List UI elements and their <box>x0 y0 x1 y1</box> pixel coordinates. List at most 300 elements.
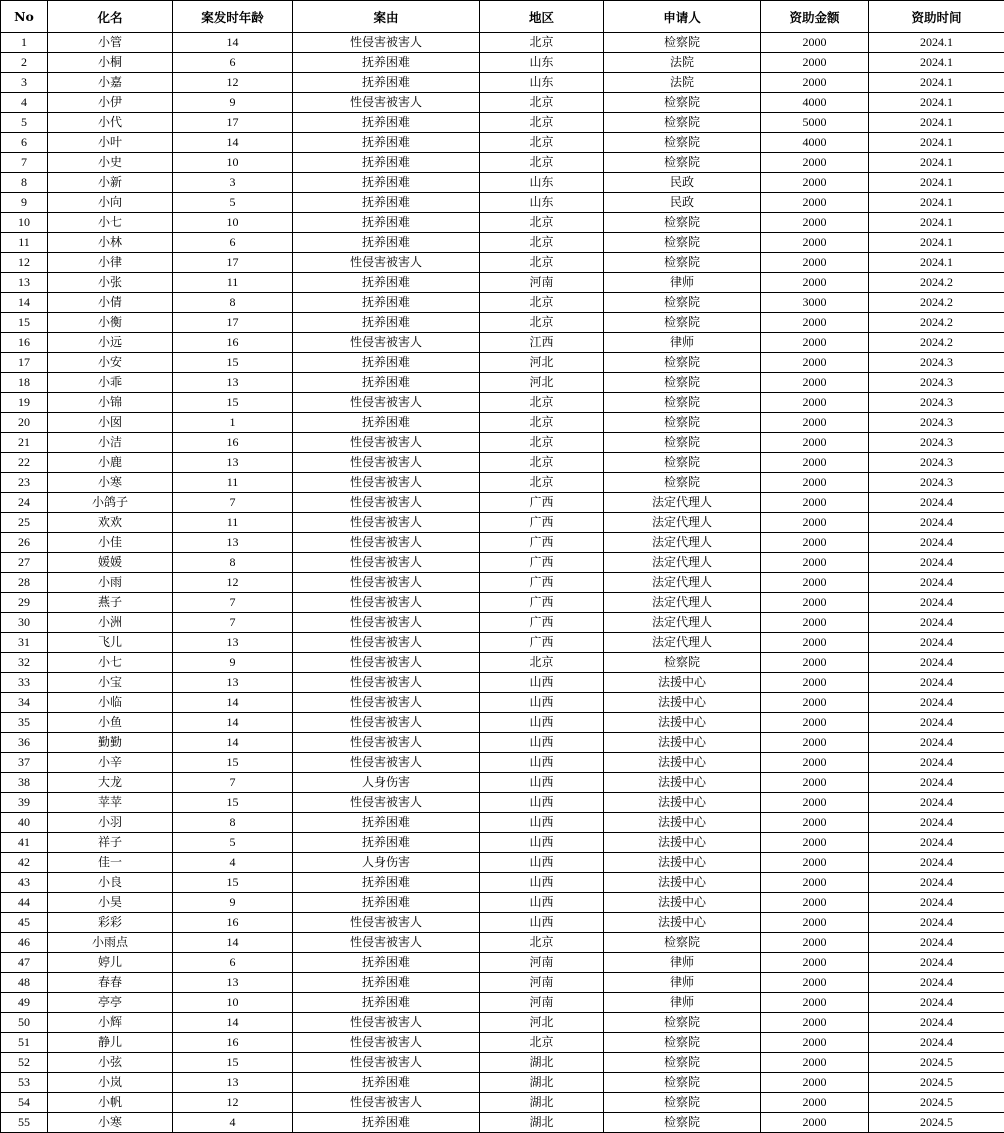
cell-applicant: 检察院 <box>604 413 761 433</box>
cell-applicant: 法定代理人 <box>604 493 761 513</box>
cell-case-reason: 性侵害被害人 <box>293 333 480 353</box>
cell-alias: 小寒 <box>48 473 173 493</box>
cell-age: 7 <box>173 593 293 613</box>
table-row <box>1 833 1004 853</box>
cell-applicant: 检察院 <box>604 933 761 953</box>
cell-no: 35 <box>1 713 48 733</box>
cell-alias: 小雨 <box>48 573 173 593</box>
cell-applicant: 法定代理人 <box>604 573 761 593</box>
cell-region: 河北 <box>480 373 604 393</box>
cell-case-reason: 性侵害被害人 <box>293 1013 480 1033</box>
table-row <box>1 273 1004 293</box>
cell-case-reason: 性侵害被害人 <box>293 693 480 713</box>
cell-no: 30 <box>1 613 48 633</box>
cell-alias: 小律 <box>48 253 173 273</box>
cell-amount: 2000 <box>761 393 869 413</box>
table-row <box>1 393 1004 413</box>
cell-age: 14 <box>173 933 293 953</box>
cell-date: 2024.4 <box>869 793 1004 813</box>
cell-date: 2024.4 <box>869 873 1004 893</box>
cell-amount: 2000 <box>761 1013 869 1033</box>
cell-date: 2024.4 <box>869 853 1004 873</box>
cell-amount: 2000 <box>761 633 869 653</box>
cell-age: 14 <box>173 33 293 53</box>
table-row <box>1 73 1004 93</box>
cell-amount: 2000 <box>761 473 869 493</box>
cell-case-reason: 抚养困难 <box>293 153 480 173</box>
cell-region: 山西 <box>480 693 604 713</box>
cell-alias: 小良 <box>48 873 173 893</box>
table-row <box>1 1053 1004 1073</box>
cell-alias: 小七 <box>48 213 173 233</box>
cell-no: 25 <box>1 513 48 533</box>
cell-no: 20 <box>1 413 48 433</box>
cell-age: 9 <box>173 893 293 913</box>
cell-no: 36 <box>1 733 48 753</box>
cell-age: 16 <box>173 913 293 933</box>
cell-age: 14 <box>173 693 293 713</box>
cell-date: 2024.4 <box>869 613 1004 633</box>
cell-applicant: 检察院 <box>604 93 761 113</box>
cell-age: 6 <box>173 233 293 253</box>
cell-date: 2024.4 <box>869 813 1004 833</box>
cell-age: 3 <box>173 173 293 193</box>
cell-region: 山西 <box>480 873 604 893</box>
table-row <box>1 453 1004 473</box>
cell-applicant: 检察院 <box>604 153 761 173</box>
cell-applicant: 法援中心 <box>604 733 761 753</box>
table-row <box>1 713 1004 733</box>
cell-age: 17 <box>173 313 293 333</box>
cell-alias: 小七 <box>48 653 173 673</box>
cell-case-reason: 抚养困难 <box>293 173 480 193</box>
header-date: 资助时间 <box>869 1 1004 33</box>
cell-date: 2024.4 <box>869 653 1004 673</box>
cell-applicant: 检察院 <box>604 1113 761 1133</box>
cell-age: 7 <box>173 773 293 793</box>
cell-case-reason: 抚养困难 <box>293 893 480 913</box>
header-applicant: 申请人 <box>604 1 761 33</box>
cell-applicant: 法援中心 <box>604 913 761 933</box>
cell-amount: 2000 <box>761 1033 869 1053</box>
table-row <box>1 613 1004 633</box>
cell-date: 2024.4 <box>869 493 1004 513</box>
cell-alias: 小临 <box>48 693 173 713</box>
cell-region: 山西 <box>480 773 604 793</box>
cell-no: 15 <box>1 313 48 333</box>
cell-date: 2024.3 <box>869 453 1004 473</box>
cell-alias: 静儿 <box>48 1033 173 1053</box>
cell-no: 8 <box>1 173 48 193</box>
cell-age: 15 <box>173 793 293 813</box>
cell-applicant: 检察院 <box>604 1013 761 1033</box>
cell-no: 23 <box>1 473 48 493</box>
cell-alias: 祥子 <box>48 833 173 853</box>
cell-case-reason: 抚养困难 <box>293 73 480 93</box>
cell-date: 2024.2 <box>869 333 1004 353</box>
cell-case-reason: 性侵害被害人 <box>293 1093 480 1113</box>
cell-applicant: 律师 <box>604 333 761 353</box>
cell-no: 24 <box>1 493 48 513</box>
cell-alias: 小林 <box>48 233 173 253</box>
cell-no: 16 <box>1 333 48 353</box>
cell-case-reason: 性侵害被害人 <box>293 1053 480 1073</box>
cell-no: 21 <box>1 433 48 453</box>
cell-case-reason: 抚养困难 <box>293 813 480 833</box>
cell-case-reason: 性侵害被害人 <box>293 33 480 53</box>
cell-date: 2024.1 <box>869 153 1004 173</box>
cell-amount: 2000 <box>761 893 869 913</box>
cell-amount: 2000 <box>761 413 869 433</box>
cell-case-reason: 性侵害被害人 <box>293 1033 480 1053</box>
cell-age: 15 <box>173 353 293 373</box>
cell-applicant: 检察院 <box>604 33 761 53</box>
cell-applicant: 法援中心 <box>604 693 761 713</box>
cell-no: 47 <box>1 953 48 973</box>
cell-region: 河南 <box>480 273 604 293</box>
cell-case-reason: 抚养困难 <box>293 1113 480 1133</box>
cell-region: 河南 <box>480 953 604 973</box>
table-body <box>1 33 1004 1133</box>
cell-age: 12 <box>173 573 293 593</box>
cell-case-reason: 抚养困难 <box>293 873 480 893</box>
table-row <box>1 33 1004 53</box>
cell-no: 44 <box>1 893 48 913</box>
table-row <box>1 533 1004 553</box>
cell-region: 北京 <box>480 313 604 333</box>
cell-region: 北京 <box>480 113 604 133</box>
cell-case-reason: 人身伤害 <box>293 853 480 873</box>
cell-no: 17 <box>1 353 48 373</box>
cell-age: 8 <box>173 553 293 573</box>
cell-case-reason: 性侵害被害人 <box>293 793 480 813</box>
cell-alias: 小衡 <box>48 313 173 333</box>
cell-case-reason: 抚养困难 <box>293 413 480 433</box>
cell-applicant: 检察院 <box>604 1033 761 1053</box>
cell-age: 5 <box>173 833 293 853</box>
cell-region: 江西 <box>480 333 604 353</box>
cell-alias: 小雨点 <box>48 933 173 953</box>
cell-no: 7 <box>1 153 48 173</box>
cell-amount: 2000 <box>761 73 869 93</box>
table-row <box>1 733 1004 753</box>
cell-age: 11 <box>173 273 293 293</box>
cell-no: 10 <box>1 213 48 233</box>
cell-amount: 2000 <box>761 653 869 673</box>
header-amount: 资助金额 <box>761 1 869 33</box>
cell-age: 8 <box>173 293 293 313</box>
cell-amount: 3000 <box>761 293 869 313</box>
cell-date: 2024.4 <box>869 733 1004 753</box>
cell-region: 北京 <box>480 413 604 433</box>
cell-case-reason: 性侵害被害人 <box>293 93 480 113</box>
cell-date: 2024.4 <box>869 913 1004 933</box>
cell-no: 9 <box>1 193 48 213</box>
cell-age: 13 <box>173 373 293 393</box>
cell-age: 13 <box>173 453 293 473</box>
cell-date: 2024.4 <box>869 693 1004 713</box>
cell-amount: 2000 <box>761 673 869 693</box>
cell-date: 2024.5 <box>869 1113 1004 1133</box>
table-row <box>1 133 1004 153</box>
cell-applicant: 法院 <box>604 73 761 93</box>
cell-region: 北京 <box>480 253 604 273</box>
cell-age: 10 <box>173 153 293 173</box>
table-row <box>1 853 1004 873</box>
cell-age: 16 <box>173 433 293 453</box>
cell-region: 河南 <box>480 973 604 993</box>
cell-no: 22 <box>1 453 48 473</box>
cell-alias: 小宝 <box>48 673 173 693</box>
table-row <box>1 353 1004 373</box>
cell-date: 2024.5 <box>869 1053 1004 1073</box>
cell-case-reason: 抚养困难 <box>293 1073 480 1093</box>
cell-alias: 大龙 <box>48 773 173 793</box>
cell-case-reason: 性侵害被害人 <box>293 553 480 573</box>
table-row <box>1 313 1004 333</box>
cell-applicant: 检察院 <box>604 113 761 133</box>
cell-no: 37 <box>1 753 48 773</box>
cell-applicant: 检察院 <box>604 293 761 313</box>
cell-case-reason: 性侵害被害人 <box>293 593 480 613</box>
cell-no: 40 <box>1 813 48 833</box>
cell-date: 2024.1 <box>869 33 1004 53</box>
cell-applicant: 律师 <box>604 993 761 1013</box>
cell-age: 17 <box>173 113 293 133</box>
cell-case-reason: 性侵害被害人 <box>293 673 480 693</box>
cell-date: 2024.1 <box>869 233 1004 253</box>
cell-no: 52 <box>1 1053 48 1073</box>
cell-applicant: 检察院 <box>604 133 761 153</box>
cell-alias: 小鸽子 <box>48 493 173 513</box>
cell-region: 广西 <box>480 573 604 593</box>
cell-region: 湖北 <box>480 1073 604 1093</box>
cell-age: 15 <box>173 873 293 893</box>
cell-applicant: 检察院 <box>604 433 761 453</box>
cell-age: 14 <box>173 1013 293 1033</box>
cell-date: 2024.4 <box>869 633 1004 653</box>
cell-case-reason: 抚养困难 <box>293 953 480 973</box>
cell-case-reason: 抚养困难 <box>293 233 480 253</box>
cell-amount: 5000 <box>761 113 869 133</box>
cell-no: 34 <box>1 693 48 713</box>
header-case-reason: 案由 <box>293 1 480 33</box>
cell-alias: 小张 <box>48 273 173 293</box>
cell-age: 4 <box>173 1113 293 1133</box>
cell-case-reason: 性侵害被害人 <box>293 433 480 453</box>
cell-alias: 飞儿 <box>48 633 173 653</box>
cell-applicant: 检察院 <box>604 1093 761 1113</box>
cell-no: 38 <box>1 773 48 793</box>
cell-no: 33 <box>1 673 48 693</box>
table-row <box>1 633 1004 653</box>
cell-no: 32 <box>1 653 48 673</box>
table-row <box>1 493 1004 513</box>
cell-alias: 媛媛 <box>48 553 173 573</box>
cell-alias: 小羽 <box>48 813 173 833</box>
table-row <box>1 1093 1004 1113</box>
cell-age: 10 <box>173 993 293 1013</box>
cell-alias: 勤勤 <box>48 733 173 753</box>
cell-no: 51 <box>1 1033 48 1053</box>
cell-date: 2024.2 <box>869 273 1004 293</box>
table-row <box>1 293 1004 313</box>
cell-region: 山西 <box>480 713 604 733</box>
cell-region: 湖北 <box>480 1113 604 1133</box>
cell-date: 2024.3 <box>869 413 1004 433</box>
cell-region: 山东 <box>480 193 604 213</box>
table-row <box>1 653 1004 673</box>
cell-applicant: 法定代理人 <box>604 613 761 633</box>
cell-applicant: 法院 <box>604 53 761 73</box>
cell-date: 2024.3 <box>869 473 1004 493</box>
cell-region: 山西 <box>480 813 604 833</box>
cell-age: 5 <box>173 193 293 213</box>
cell-no: 5 <box>1 113 48 133</box>
cell-region: 山东 <box>480 173 604 193</box>
cell-applicant: 法援中心 <box>604 793 761 813</box>
header-region: 地区 <box>480 1 604 33</box>
cell-applicant: 法定代理人 <box>604 513 761 533</box>
cell-no: 31 <box>1 633 48 653</box>
cell-date: 2024.4 <box>869 513 1004 533</box>
cell-amount: 2000 <box>761 773 869 793</box>
cell-amount: 2000 <box>761 453 869 473</box>
cell-case-reason: 抚养困难 <box>293 273 480 293</box>
cell-date: 2024.1 <box>869 53 1004 73</box>
cell-alias: 燕子 <box>48 593 173 613</box>
cell-amount: 2000 <box>761 373 869 393</box>
cell-amount: 2000 <box>761 753 869 773</box>
cell-no: 43 <box>1 873 48 893</box>
cell-alias: 小管 <box>48 33 173 53</box>
cell-region: 山西 <box>480 673 604 693</box>
cell-age: 6 <box>173 953 293 973</box>
cell-case-reason: 性侵害被害人 <box>293 733 480 753</box>
table-row <box>1 53 1004 73</box>
cell-applicant: 法定代理人 <box>604 533 761 553</box>
cell-no: 26 <box>1 533 48 553</box>
header-age: 案发时年龄 <box>173 1 293 33</box>
cell-no: 41 <box>1 833 48 853</box>
table-row <box>1 93 1004 113</box>
cell-amount: 2000 <box>761 493 869 513</box>
cell-date: 2024.4 <box>869 713 1004 733</box>
cell-amount: 2000 <box>761 993 869 1013</box>
cell-no: 1 <box>1 33 48 53</box>
cell-region: 山西 <box>480 853 604 873</box>
cell-alias: 苹苹 <box>48 793 173 813</box>
cell-age: 16 <box>173 333 293 353</box>
cell-alias: 小鱼 <box>48 713 173 733</box>
cell-no: 29 <box>1 593 48 613</box>
cell-alias: 小岚 <box>48 1073 173 1093</box>
cell-age: 13 <box>173 673 293 693</box>
cell-alias: 小辉 <box>48 1013 173 1033</box>
cell-applicant: 民政 <box>604 173 761 193</box>
cell-amount: 2000 <box>761 813 869 833</box>
cell-region: 北京 <box>480 1033 604 1053</box>
cell-alias: 小囡 <box>48 413 173 433</box>
table-row <box>1 953 1004 973</box>
cell-alias: 亭亭 <box>48 993 173 1013</box>
cell-case-reason: 性侵害被害人 <box>293 253 480 273</box>
table-row <box>1 773 1004 793</box>
cell-no: 14 <box>1 293 48 313</box>
cell-amount: 2000 <box>761 953 869 973</box>
cell-case-reason: 抚养困难 <box>293 53 480 73</box>
cell-region: 广西 <box>480 493 604 513</box>
cell-case-reason: 抚养困难 <box>293 313 480 333</box>
cell-date: 2024.4 <box>869 833 1004 853</box>
cell-applicant: 检察院 <box>604 453 761 473</box>
cell-case-reason: 性侵害被害人 <box>293 573 480 593</box>
cell-region: 广西 <box>480 633 604 653</box>
cell-alias: 小嘉 <box>48 73 173 93</box>
cell-region: 河南 <box>480 993 604 1013</box>
cell-no: 13 <box>1 273 48 293</box>
cell-no: 42 <box>1 853 48 873</box>
table-row <box>1 973 1004 993</box>
header-row <box>1 1 1004 33</box>
cell-no: 19 <box>1 393 48 413</box>
cell-amount: 2000 <box>761 53 869 73</box>
cell-age: 7 <box>173 613 293 633</box>
table-row <box>1 893 1004 913</box>
cell-case-reason: 性侵害被害人 <box>293 513 480 533</box>
cell-date: 2024.2 <box>869 313 1004 333</box>
cell-alias: 小弦 <box>48 1053 173 1073</box>
cell-region: 山西 <box>480 733 604 753</box>
cell-date: 2024.5 <box>869 1093 1004 1113</box>
cell-age: 12 <box>173 1093 293 1113</box>
cell-case-reason: 抚养困难 <box>293 193 480 213</box>
cell-case-reason: 性侵害被害人 <box>293 453 480 473</box>
cell-age: 14 <box>173 713 293 733</box>
table-row <box>1 673 1004 693</box>
cell-age: 14 <box>173 733 293 753</box>
cell-applicant: 检察院 <box>604 473 761 493</box>
table-row <box>1 413 1004 433</box>
cell-date: 2024.4 <box>869 993 1004 1013</box>
header-alias: 化名 <box>48 1 173 33</box>
table-row <box>1 253 1004 273</box>
cell-applicant: 检察院 <box>604 393 761 413</box>
table-row <box>1 173 1004 193</box>
cell-applicant: 检察院 <box>604 653 761 673</box>
cell-amount: 2000 <box>761 873 869 893</box>
cell-alias: 小叶 <box>48 133 173 153</box>
cell-applicant: 法援中心 <box>604 753 761 773</box>
cell-alias: 小洲 <box>48 613 173 633</box>
cell-date: 2024.1 <box>869 73 1004 93</box>
cell-amount: 2000 <box>761 533 869 553</box>
cell-alias: 欢欢 <box>48 513 173 533</box>
cell-date: 2024.1 <box>869 213 1004 233</box>
cell-no: 53 <box>1 1073 48 1093</box>
cell-region: 北京 <box>480 93 604 113</box>
cell-date: 2024.4 <box>869 1033 1004 1053</box>
cell-amount: 2000 <box>761 913 869 933</box>
cell-alias: 小史 <box>48 153 173 173</box>
cell-case-reason: 性侵害被害人 <box>293 613 480 633</box>
cell-alias: 小寒 <box>48 1113 173 1133</box>
cell-alias: 小远 <box>48 333 173 353</box>
cell-applicant: 检察院 <box>604 1073 761 1093</box>
cell-alias: 小锦 <box>48 393 173 413</box>
cell-amount: 2000 <box>761 353 869 373</box>
cell-no: 18 <box>1 373 48 393</box>
